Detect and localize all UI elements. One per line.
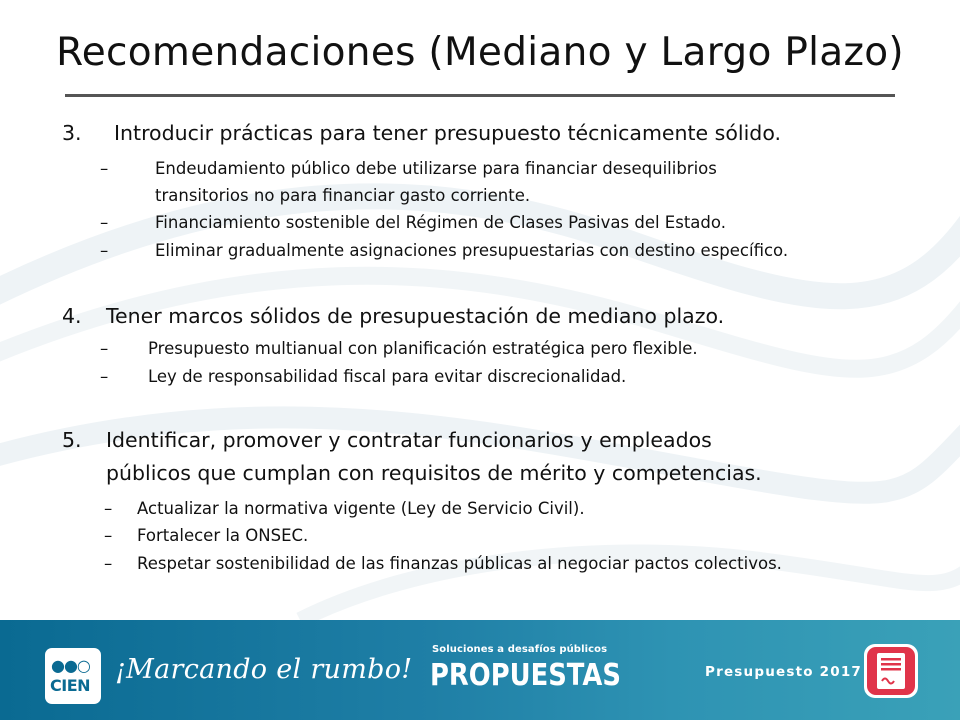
item-text-continuation: públicos que cumplan con requisitos de mérito y competencias. [106,461,762,485]
item-number: 5. [62,428,82,452]
subitem-text: Eliminar gradualmente asignaciones presupuestarias con destino específico. [155,241,789,260]
footer-bar [0,620,960,720]
logo-word: CIEN [50,676,91,695]
budget-label: Presupuesto 2017 [705,664,863,680]
item-number: 4. [62,304,82,328]
item-text: Introducir prácticas para tener presupuesto técnicamente sólido. [114,121,782,145]
subitem-text: Financiamiento sostenible del Régimen de Clases Pasivas del Estado. [155,213,726,232]
logo-dots: ●●○ [51,656,90,675]
item-number: 3. [62,121,82,145]
subitem-dash: – [104,554,113,573]
cien-logo [45,648,101,704]
subitem-text: Ley de responsabilidad fiscal para evitar discrecionalidad. [148,367,627,386]
subitem-text: Respetar sostenibilidad de las finanzas públicas al negociar pactos colectivos. [137,554,782,573]
subitem-dash: – [100,159,109,178]
slide-title: Recomendaciones (Mediano y Largo Plazo) [56,30,904,75]
subitem-text-continuation: transitorios no para financiar gasto corriente. [155,186,531,205]
item-text: Tener marcos sólidos de presupuestación de mediano plazo. [106,304,725,328]
subitem-dash: – [100,213,109,232]
subitem-text: Fortalecer la ONSEC. [137,526,309,545]
subitem-dash: – [104,526,113,545]
slogan: ¡Marcando el rumbo! [115,654,413,685]
item-text: Identificar, promover y contratar funcionarios y empleados [106,428,712,452]
propuestas-subtitle: Soluciones a desafíos públicos [432,644,608,655]
subitem-dash: – [100,241,109,260]
subitem-dash: – [100,339,109,358]
propuestas-title: PROPUESTAS [430,658,621,693]
subitem-dash: – [100,367,109,386]
subitem-text: Presupuesto multianual con planificación estratégica pero flexible. [148,339,698,358]
subitem-dash: – [104,499,113,518]
subitem-text: Endeudamiento público debe utilizarse para financiar desequilibrios [155,159,717,178]
subitem-text: Actualizar la normativa vigente (Ley de Servicio Civil). [137,499,585,518]
document-icon [862,642,920,700]
